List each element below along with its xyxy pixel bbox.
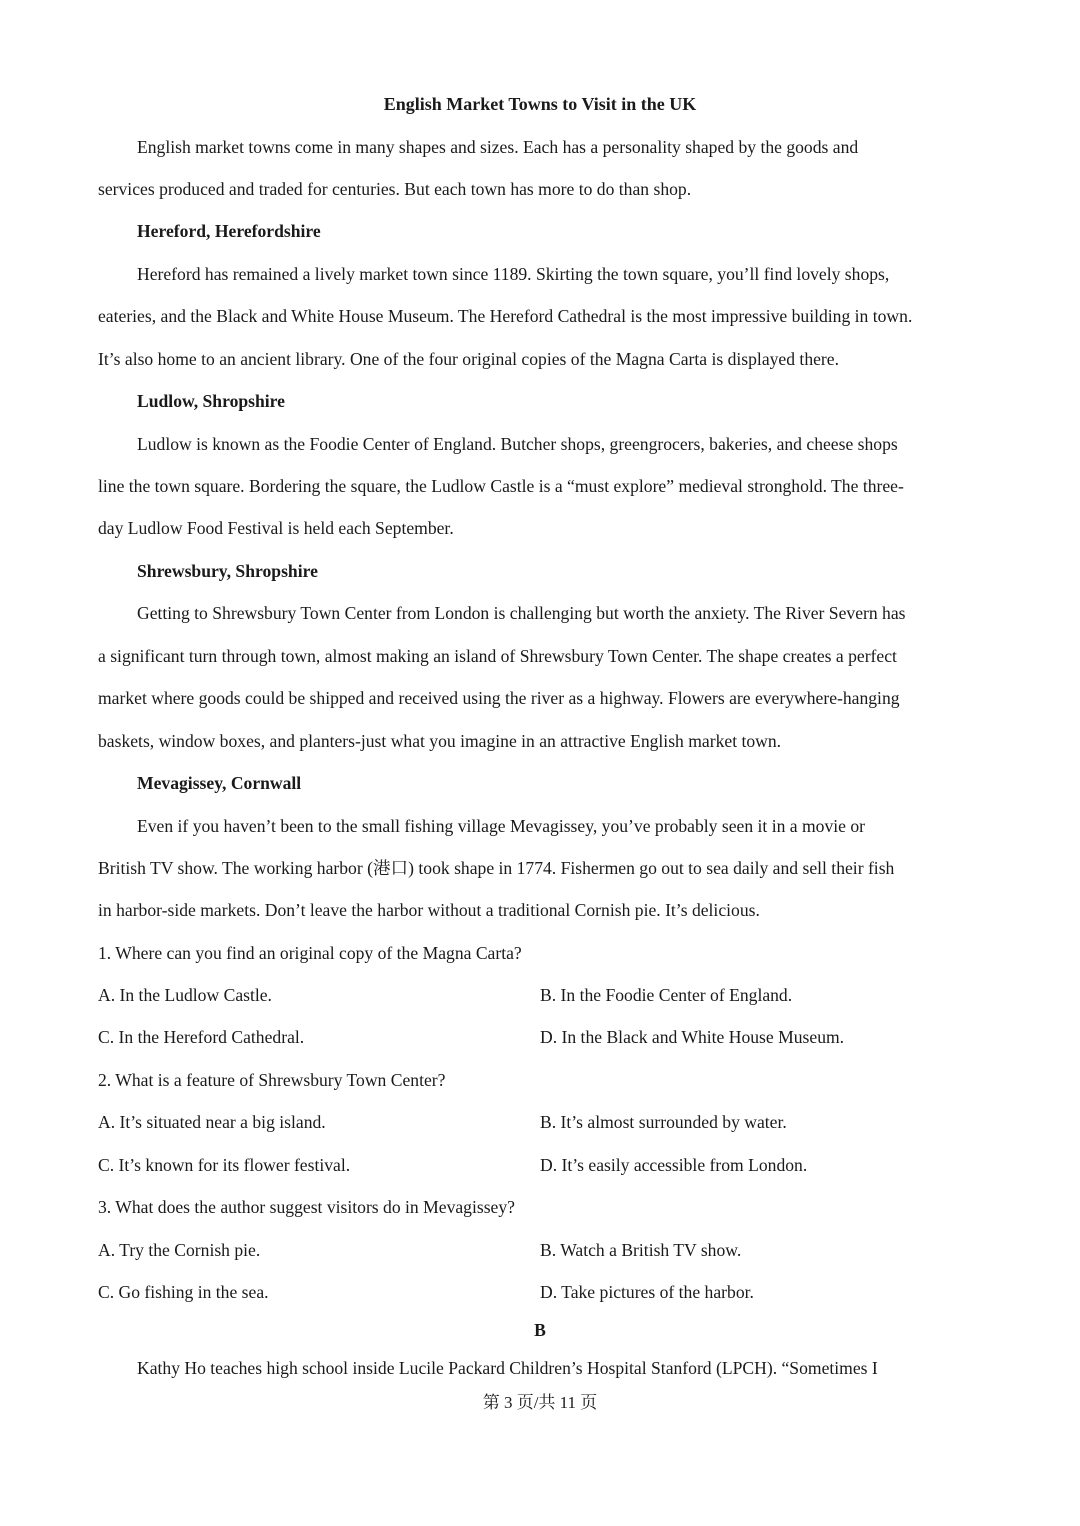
paragraph-line: Ludlow is known as the Foodie Center of England. Butcher shops, greengrocers, bakeries, and cheese shops [137, 434, 898, 454]
paragraph-line: a significant turn through town, almost making an island of Shrewsbury Town Center. The shape creates a perfect [98, 646, 897, 666]
q2-option-b[interactable]: B. It’s almost surrounded by water. [540, 1112, 787, 1132]
q3-option-b[interactable]: B. Watch a British TV show. [540, 1240, 742, 1260]
section-b-label: B [534, 1320, 546, 1340]
q1-option-c[interactable]: C. In the Hereford Cathedral. [98, 1027, 305, 1047]
paragraph-line: in harbor-side markets. Don’t leave the harbor without a traditional Cornish pie. It’s delicious. [98, 900, 760, 920]
q3-option-c[interactable]: C. Go fishing in the sea. [98, 1282, 269, 1302]
paragraph-line: British TV show. The working harbor (港口) took shape in 1774. Fishermen go out to sea daily and sell their fish [98, 858, 895, 878]
section-heading-mevagissey: Mevagissey, Cornwall [137, 773, 302, 793]
paragraph-line: Even if you haven’t been to the small fishing village Mevagissey, you’ve probably seen it in a movie or [137, 816, 866, 836]
section-heading-ludlow: Ludlow, Shropshire [137, 391, 285, 411]
paragraph-line: Hereford has remained a lively market town since 1189. Skirting the town square, you’ll find lovely shops, [137, 264, 890, 284]
paragraph-line: market where goods could be shipped and received using the river as a highway. Flowers are everywhere-hanging [98, 688, 900, 708]
q3-option-d[interactable]: D. Take pictures of the harbor. [540, 1282, 754, 1302]
q1-option-d[interactable]: D. In the Black and White House Museum. [540, 1027, 845, 1047]
page-footer: 第 3 页/共 11 页 [482, 1393, 598, 1412]
intro-line: English market towns come in many shapes and sizes. Each has a personality shaped by the goods and [137, 137, 859, 157]
q2-option-a[interactable]: A. It’s situated near a big island. [98, 1112, 326, 1132]
question-1: 1. Where can you find an original copy of the Magna Carta? [98, 943, 522, 963]
section-heading-shrewsbury: Shrewsbury, Shropshire [137, 561, 318, 581]
paragraph-line: Getting to Shrewsbury Town Center from London is challenging but worth the anxiety. The River Severn has [137, 603, 906, 623]
paragraph-line: line the town square. Bordering the square, the Ludlow Castle is a “must explore” medieval stronghold. The three- [98, 476, 904, 496]
question-3: 3. What does the author suggest visitors do in Mevagissey? [98, 1197, 515, 1217]
q2-option-d[interactable]: D. It’s easily accessible from London. [540, 1155, 808, 1175]
paragraph-line: eateries, and the Black and White House Museum. The Hereford Cathedral is the most impressive building in town. [98, 306, 913, 326]
passage-title: English Market Towns to Visit in the UK [383, 94, 697, 114]
section-heading-hereford: Hereford, Herefordshire [137, 221, 321, 241]
paragraph-line: day Ludlow Food Festival is held each September. [98, 518, 454, 538]
question-2: 2. What is a feature of Shrewsbury Town Center? [98, 1070, 446, 1090]
q2-option-c[interactable]: C. It’s known for its flower festival. [98, 1155, 351, 1175]
q3-option-a[interactable]: A. Try the Cornish pie. [98, 1240, 261, 1260]
intro-line: services produced and traded for centuries. But each town has more to do than shop. [98, 179, 692, 199]
q1-option-b[interactable]: B. In the Foodie Center of England. [540, 985, 793, 1005]
q1-option-a[interactable]: A. In the Ludlow Castle. [98, 985, 272, 1005]
paragraph-line: baskets, window boxes, and planters-just what you imagine in an attractive English market town. [98, 731, 782, 751]
section-b-first-line: Kathy Ho teaches high school inside Lucile Packard Children’s Hospital Stanford (LPCH). “Sometimes I [137, 1358, 878, 1378]
paragraph-line: It’s also home to an ancient library. One of the four original copies of the Magna Carta is displayed there. [98, 349, 839, 369]
